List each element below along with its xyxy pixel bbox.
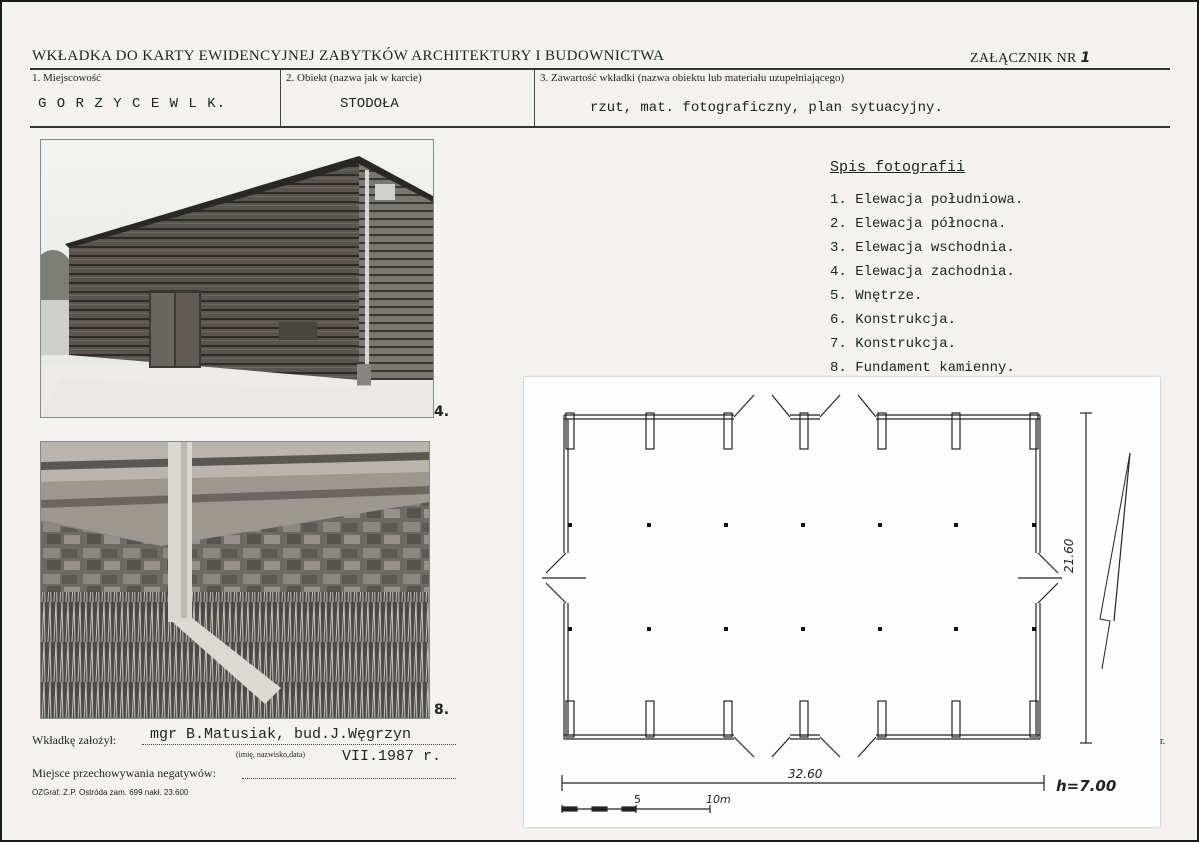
- locality-value: G O R Z Y C E W L K.: [38, 96, 227, 112]
- floor-plan-drawing: [524, 377, 1160, 827]
- margin-mark: r.: [1160, 736, 1166, 747]
- field-divider: [534, 70, 535, 126]
- photo-number: 8.: [434, 702, 450, 718]
- author-value: mgr B.Matusiak, bud.J.Węgrzyn: [150, 726, 412, 743]
- length-dimension: 32.60: [788, 767, 823, 781]
- contents-value: rzut, mat. fotograficzny, plan sytuacyjny.: [590, 100, 943, 116]
- author-line: [142, 744, 456, 745]
- form-title: WKŁADKA DO KARTY EWIDENCYJNEJ ZABYTKÓW ARCHITEKTURY I BUDOWNICTWA: [32, 48, 665, 64]
- annex-label-text: ZAŁĄCZNIK NR: [970, 51, 1077, 66]
- list-item: 3. Elewacja wschodnia.: [830, 240, 1015, 256]
- width-dimension: 21.60: [1062, 538, 1076, 573]
- contents-label: 3. Zawartość wkładki (nazwa obiektu lub materiału uzupełniającego): [540, 72, 845, 84]
- object-value: STODOŁA: [340, 96, 399, 112]
- printer-imprint: OZGraf. Z.P. Ostróda zam. 699 nakł. 23.600: [32, 788, 189, 797]
- header-rule: [30, 68, 1170, 70]
- list-item: 5. Wnętrze.: [830, 288, 923, 304]
- foundation-photo: [40, 441, 430, 719]
- list-item: 4. Elewacja zachodnia.: [830, 264, 1015, 280]
- annex-label: [970, 50, 1091, 67]
- author-hint: (imię, nazwisko,data): [236, 750, 306, 759]
- photo-number: 4.: [434, 404, 450, 420]
- scale-label-end: 10m: [706, 793, 731, 806]
- field-rule: [30, 126, 1170, 128]
- list-item: 7. Konstrukcja.: [830, 336, 957, 352]
- scale-label-mid: 5: [634, 793, 641, 806]
- list-item: 8. Fundament kamienny.: [830, 360, 1015, 376]
- negatives-label: Miejsce przechowywania negatywów:: [32, 766, 216, 780]
- object-label: 2. Obiekt (nazwa jak w karcie): [286, 72, 422, 84]
- record-sheet: [2, 2, 1197, 840]
- list-item: 1. Elewacja południowa.: [830, 192, 1024, 208]
- photo-list-title: Spis fotografii: [830, 159, 966, 176]
- barn-exterior-photo: [40, 139, 434, 418]
- photo-list: [830, 190, 1023, 382]
- field-divider: [280, 70, 281, 126]
- list-item: 2. Elewacja północna.: [830, 216, 1007, 232]
- list-item: 6. Konstrukcja.: [830, 312, 957, 328]
- date-value: VII.1987 r.: [342, 748, 442, 765]
- locality-label: 1. Miejscowość: [32, 72, 102, 84]
- annex-number: 1: [1080, 50, 1091, 66]
- height-note: h=7.00: [1056, 777, 1117, 795]
- author-label: Wkładkę założył:: [32, 733, 117, 747]
- negatives-line: [242, 778, 456, 779]
